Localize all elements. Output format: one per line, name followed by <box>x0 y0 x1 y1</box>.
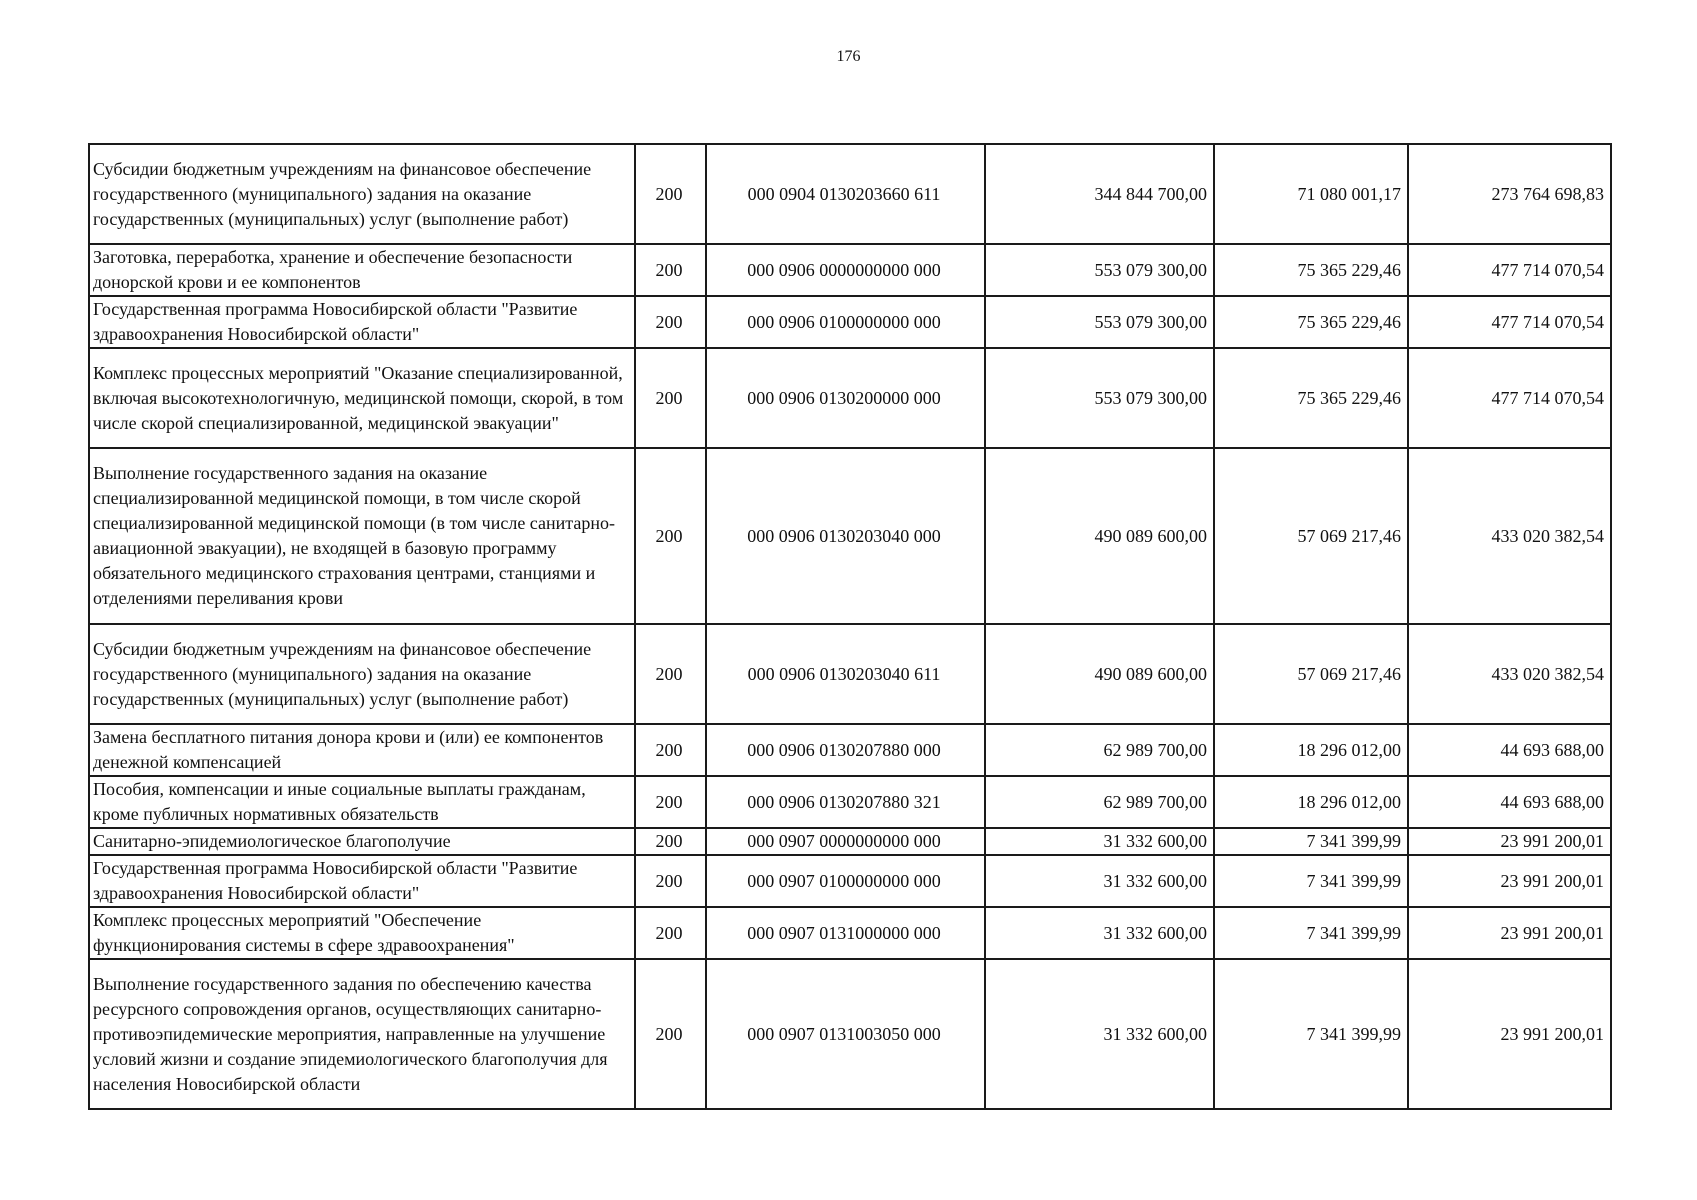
row-code-cell: 200 <box>635 959 706 1109</box>
row-name-cell: Комплекс процессных мероприятий "Оказание специализированной, включая высокотехнологичную, медицинской помощи, скорой, в том числе скорой специализированной, медицинской эвакуации" <box>89 348 635 448</box>
unexecuted-amount-cell: 23 991 200,01 <box>1408 907 1611 959</box>
budget-classification-code-cell: 000 0907 0131003050 000 <box>706 959 985 1109</box>
budget-classification-code-cell: 000 0907 0131000000 000 <box>706 907 985 959</box>
budget-classification-code-cell: 000 0904 0130203660 611 <box>706 144 985 244</box>
row-code-cell: 200 <box>635 244 706 296</box>
budget-execution-table <box>88 143 1612 1110</box>
unexecuted-amount-cell: 477 714 070,54 <box>1408 244 1611 296</box>
approved-amount-cell: 31 332 600,00 <box>985 855 1214 907</box>
row-code-cell: 200 <box>635 144 706 244</box>
unexecuted-amount-cell: 23 991 200,01 <box>1408 855 1611 907</box>
executed-amount-cell: 57 069 217,46 <box>1214 448 1408 624</box>
row-name-cell: Субсидии бюджетным учреждениям на финансовое обеспечение государственного (муниципального) задания на оказание государственных (муниципальных) услуг (выполнение работ) <box>89 144 635 244</box>
unexecuted-amount-cell: 44 693 688,00 <box>1408 776 1611 828</box>
table-row <box>89 348 1611 448</box>
executed-amount-cell: 7 341 399,99 <box>1214 907 1408 959</box>
table-row <box>89 959 1611 1109</box>
row-code-cell: 200 <box>635 724 706 776</box>
approved-amount-cell: 31 332 600,00 <box>985 828 1214 855</box>
budget-classification-code-cell: 000 0906 0130203040 000 <box>706 448 985 624</box>
row-name-cell: Государственная программа Новосибирской области "Развитие здравоохранения Новосибирской области" <box>89 296 635 348</box>
row-name-cell: Заготовка, переработка, хранение и обеспечение безопасности донорской крови и ее компонентов <box>89 244 635 296</box>
row-code-cell: 200 <box>635 296 706 348</box>
row-name-cell: Пособия, компенсации и иные социальные выплаты гражданам, кроме публичных нормативных обязательств <box>89 776 635 828</box>
executed-amount-cell: 18 296 012,00 <box>1214 724 1408 776</box>
row-name-cell: Государственная программа Новосибирской области "Развитие здравоохранения Новосибирской области" <box>89 855 635 907</box>
row-name-cell: Замена бесплатного питания донора крови и (или) ее компонентов денежной компенсацией <box>89 724 635 776</box>
table-body <box>89 144 1611 1109</box>
unexecuted-amount-cell: 23 991 200,01 <box>1408 959 1611 1109</box>
row-name-cell: Санитарно-эпидемиологическое благополучие <box>89 828 635 855</box>
executed-amount-cell: 7 341 399,99 <box>1214 855 1408 907</box>
budget-classification-code-cell: 000 0906 0130203040 611 <box>706 624 985 724</box>
table-row <box>89 828 1611 855</box>
executed-amount-cell: 75 365 229,46 <box>1214 348 1408 448</box>
row-name-cell: Субсидии бюджетным учреждениям на финансовое обеспечение государственного (муниципального) задания на оказание государственных (муниципальных) услуг (выполнение работ) <box>89 624 635 724</box>
executed-amount-cell: 7 341 399,99 <box>1214 959 1408 1109</box>
table-row <box>89 296 1611 348</box>
unexecuted-amount-cell: 433 020 382,54 <box>1408 448 1611 624</box>
unexecuted-amount-cell: 477 714 070,54 <box>1408 348 1611 448</box>
page-number: 176 <box>836 48 861 65</box>
row-code-cell: 200 <box>635 907 706 959</box>
approved-amount-cell: 344 844 700,00 <box>985 144 1214 244</box>
unexecuted-amount-cell: 23 991 200,01 <box>1408 828 1611 855</box>
unexecuted-amount-cell: 433 020 382,54 <box>1408 624 1611 724</box>
table-row <box>89 244 1611 296</box>
table-row <box>89 448 1611 624</box>
approved-amount-cell: 31 332 600,00 <box>985 907 1214 959</box>
executed-amount-cell: 7 341 399,99 <box>1214 828 1408 855</box>
approved-amount-cell: 490 089 600,00 <box>985 624 1214 724</box>
budget-classification-code-cell: 000 0906 0130200000 000 <box>706 348 985 448</box>
executed-amount-cell: 75 365 229,46 <box>1214 244 1408 296</box>
unexecuted-amount-cell: 44 693 688,00 <box>1408 724 1611 776</box>
approved-amount-cell: 31 332 600,00 <box>985 959 1214 1109</box>
row-code-cell: 200 <box>635 776 706 828</box>
approved-amount-cell: 553 079 300,00 <box>985 296 1214 348</box>
row-code-cell: 200 <box>635 624 706 724</box>
budget-classification-code-cell: 000 0907 0100000000 000 <box>706 855 985 907</box>
executed-amount-cell: 75 365 229,46 <box>1214 296 1408 348</box>
row-code-cell: 200 <box>635 448 706 624</box>
table-row <box>89 776 1611 828</box>
row-name-cell: Выполнение государственного задания по обеспечению качества ресурсного сопровождения органов, осуществляющих санитарно-противоэпидемические мероприятия, направленные на улучшение условий жизни и создание эпидемиологического благополучия для населения Новосибирской области <box>89 959 635 1109</box>
row-code-cell: 200 <box>635 855 706 907</box>
budget-classification-code-cell: 000 0907 0000000000 000 <box>706 828 985 855</box>
row-name-cell: Выполнение государственного задания на оказание специализированной медицинской помощи, в том числе скорой специализированной медицинской помощи (в том числе санитарно-авиационной эвакуации), не входящей в базовую программу обязательного медицинского страхования центрами, станциями и отделениями переливания крови <box>89 448 635 624</box>
approved-amount-cell: 490 089 600,00 <box>985 448 1214 624</box>
approved-amount-cell: 62 989 700,00 <box>985 724 1214 776</box>
unexecuted-amount-cell: 477 714 070,54 <box>1408 296 1611 348</box>
unexecuted-amount-cell: 273 764 698,83 <box>1408 144 1611 244</box>
approved-amount-cell: 62 989 700,00 <box>985 776 1214 828</box>
table-row <box>89 724 1611 776</box>
row-code-cell: 200 <box>635 348 706 448</box>
budget-classification-code-cell: 000 0906 0130207880 000 <box>706 724 985 776</box>
budget-classification-code-cell: 000 0906 0000000000 000 <box>706 244 985 296</box>
budget-classification-code-cell: 000 0906 0100000000 000 <box>706 296 985 348</box>
executed-amount-cell: 71 080 001,17 <box>1214 144 1408 244</box>
row-name-cell: Комплекс процессных мероприятий "Обеспечение функционирования системы в сфере здравоохранения" <box>89 907 635 959</box>
approved-amount-cell: 553 079 300,00 <box>985 244 1214 296</box>
approved-amount-cell: 553 079 300,00 <box>985 348 1214 448</box>
table-row <box>89 624 1611 724</box>
executed-amount-cell: 18 296 012,00 <box>1214 776 1408 828</box>
row-code-cell: 200 <box>635 828 706 855</box>
table-row <box>89 855 1611 907</box>
table-row <box>89 144 1611 244</box>
executed-amount-cell: 57 069 217,46 <box>1214 624 1408 724</box>
budget-classification-code-cell: 000 0906 0130207880 321 <box>706 776 985 828</box>
table-row <box>89 907 1611 959</box>
